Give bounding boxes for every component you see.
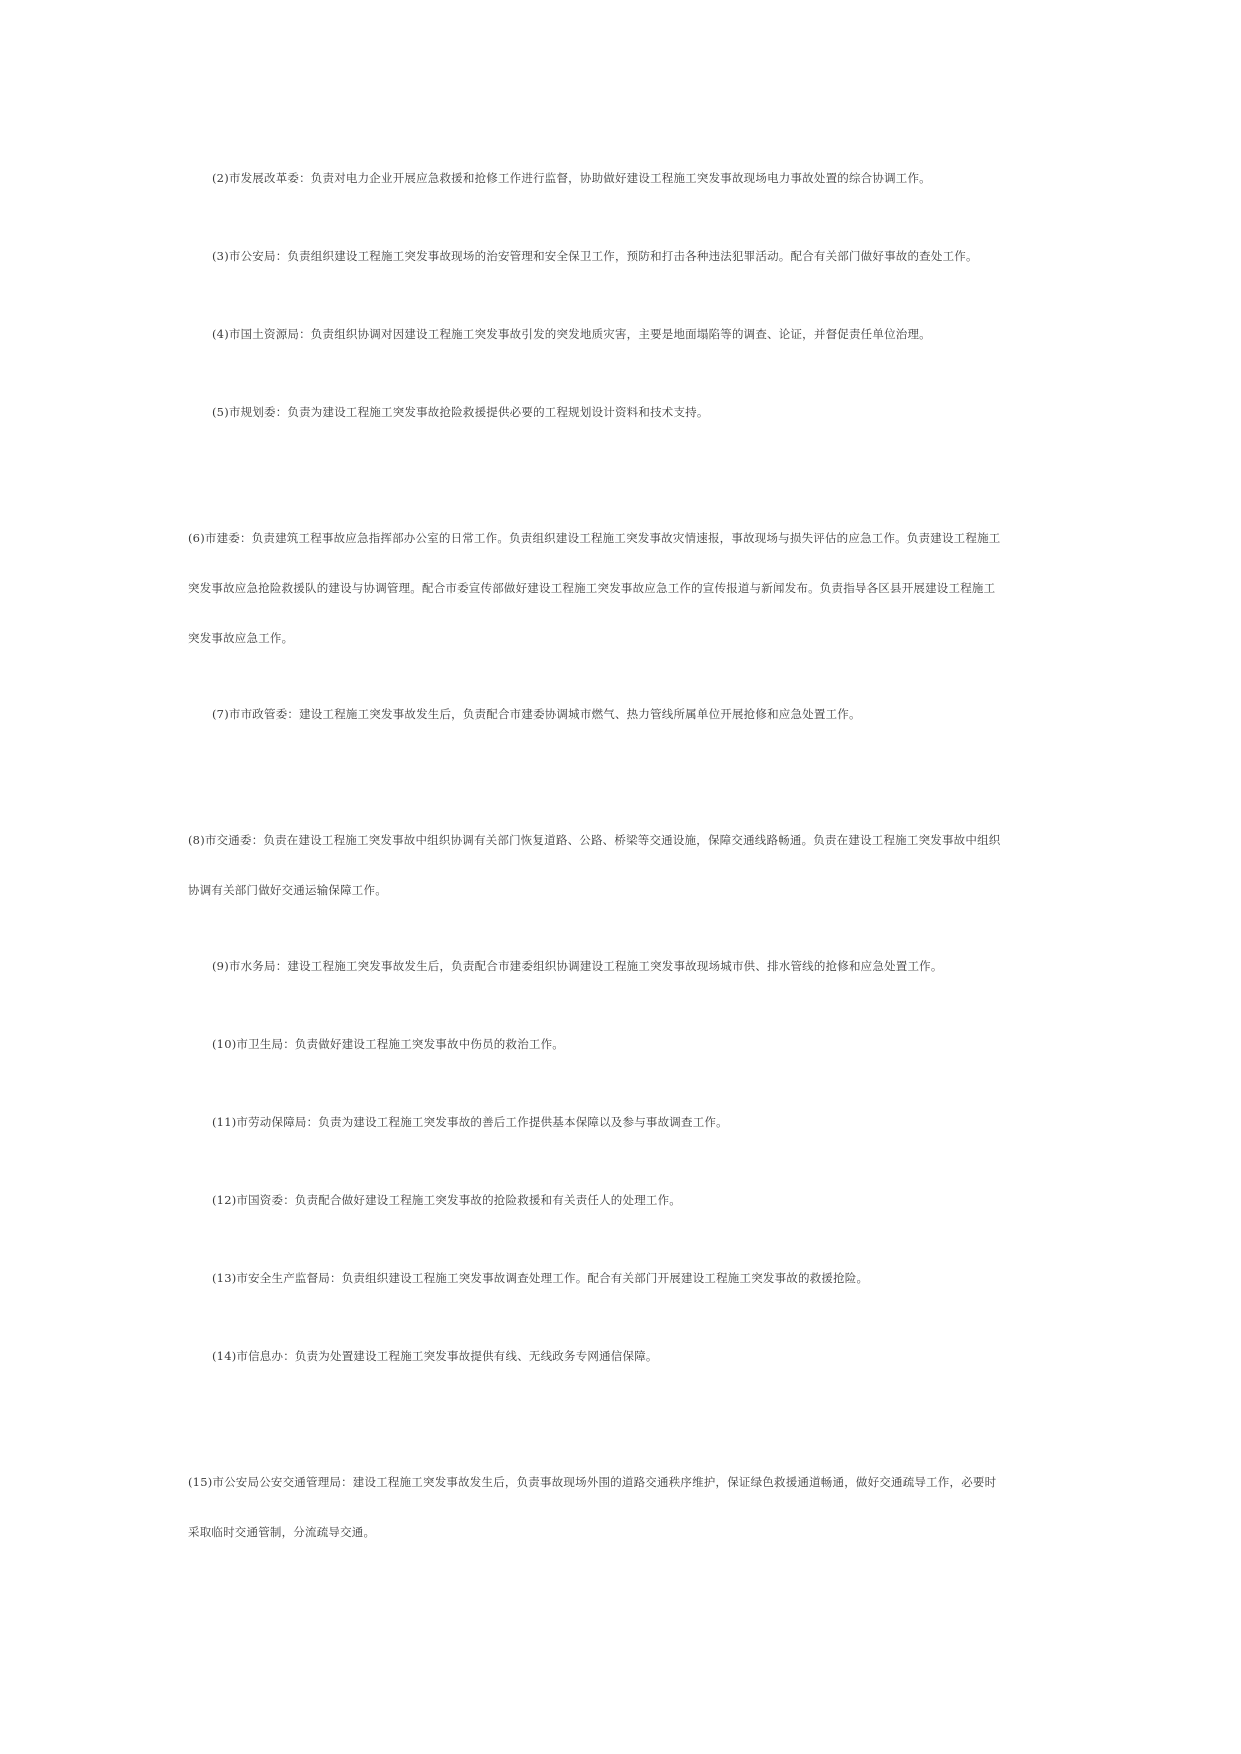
- paragraph-13: (13)市安全生产监督局：负责组织建设工程施工突发事故调查处理工作。配合有关部门开展建设工程施工突发事故的救援抢险。: [212, 1271, 869, 1285]
- paragraph-8-line-1: (8)市交通委：负责在建设工程施工突发事故中组织协调有关部门恢复道路、公路、桥梁等交通设施，保障交通线路畅通。负责在建设工程施工突发事故中组织: [188, 833, 1001, 847]
- paragraph-15-line-2: 采取临时交通管制，分流疏导交通。: [188, 1525, 376, 1539]
- paragraph-3: (3)市公安局：负责组织建设工程施工突发事故现场的治安管理和安全保卫工作，预防和打击各种违法犯罪活动。配合有关部门做好事故的查处工作。: [212, 249, 978, 263]
- paragraph-4: (4)市国土资源局：负责组织协调对因建设工程施工突发事故引发的突发地质灾害，主要是地面塌陷等的调查、论证，并督促责任单位治理。: [212, 327, 931, 341]
- paragraph-6-line-3: 突发事故应急工作。: [188, 631, 294, 645]
- paragraph-12: (12)市国资委：负责配合做好建设工程施工突发事故的抢险救援和有关责任人的处理工作。: [212, 1193, 682, 1207]
- paragraph-8: [188, 815, 1058, 915]
- paragraph-6-line-2: 突发事故应急抢险救援队的建设与协调管理。配合市委宣传部做好建设工程施工突发事故应急工作的宣传报道与新闻发布。负责指导各区县开展建设工程施工: [188, 581, 996, 595]
- paragraph-5: (5)市规划委：负责为建设工程施工突发事故抢险救援提供必要的工程规划设计资料和技术支持。: [212, 405, 709, 419]
- paragraph-10: (10)市卫生局：负责做好建设工程施工突发事故中伤员的救治工作。: [212, 1037, 565, 1051]
- paragraph-6-line-1: (6)市建委：负责建筑工程事故应急指挥部办公室的日常工作。负责组织建设工程施工突发事故灾情速报，事故现场与损失评估的应急工作。负责建设工程施工: [188, 531, 1001, 545]
- paragraph-9: (9)市水务局：建设工程施工突发事故发生后，负责配合市建委组织协调建设工程施工突发事故现场城市供、排水管线的抢修和应急处置工作。: [212, 959, 943, 973]
- paragraph-11: (11)市劳动保障局：负责为建设工程施工突发事故的善后工作提供基本保障以及参与事故调查工作。: [212, 1115, 728, 1129]
- paragraph-2: (2)市发展改革委：负责对电力企业开展应急救援和抢修工作进行监督，协助做好建设工程施工突发事故现场电力事故处置的综合协调工作。: [212, 171, 931, 185]
- paragraph-6: [188, 513, 1058, 663]
- paragraph-8-line-2: 协调有关部门做好交通运输保障工作。: [188, 883, 387, 897]
- paragraph-14: (14)市信息办：负责为处置建设工程施工突发事故提供有线、无线政务专网通信保障。: [212, 1349, 658, 1363]
- paragraph-7: (7)市市政管委：建设工程施工突发事故发生后，负责配合市建委协调城市燃气、热力管线所属单位开展抢修和应急处置工作。: [212, 707, 861, 721]
- paragraph-15: [188, 1457, 1058, 1557]
- paragraph-15-line-1: (15)市公安局公安交通管理局：建设工程施工突发事故发生后，负责事故现场外围的道路交通秩序维护，保证绿色救援通道畅通，做好交通疏导工作，必要时: [188, 1475, 997, 1489]
